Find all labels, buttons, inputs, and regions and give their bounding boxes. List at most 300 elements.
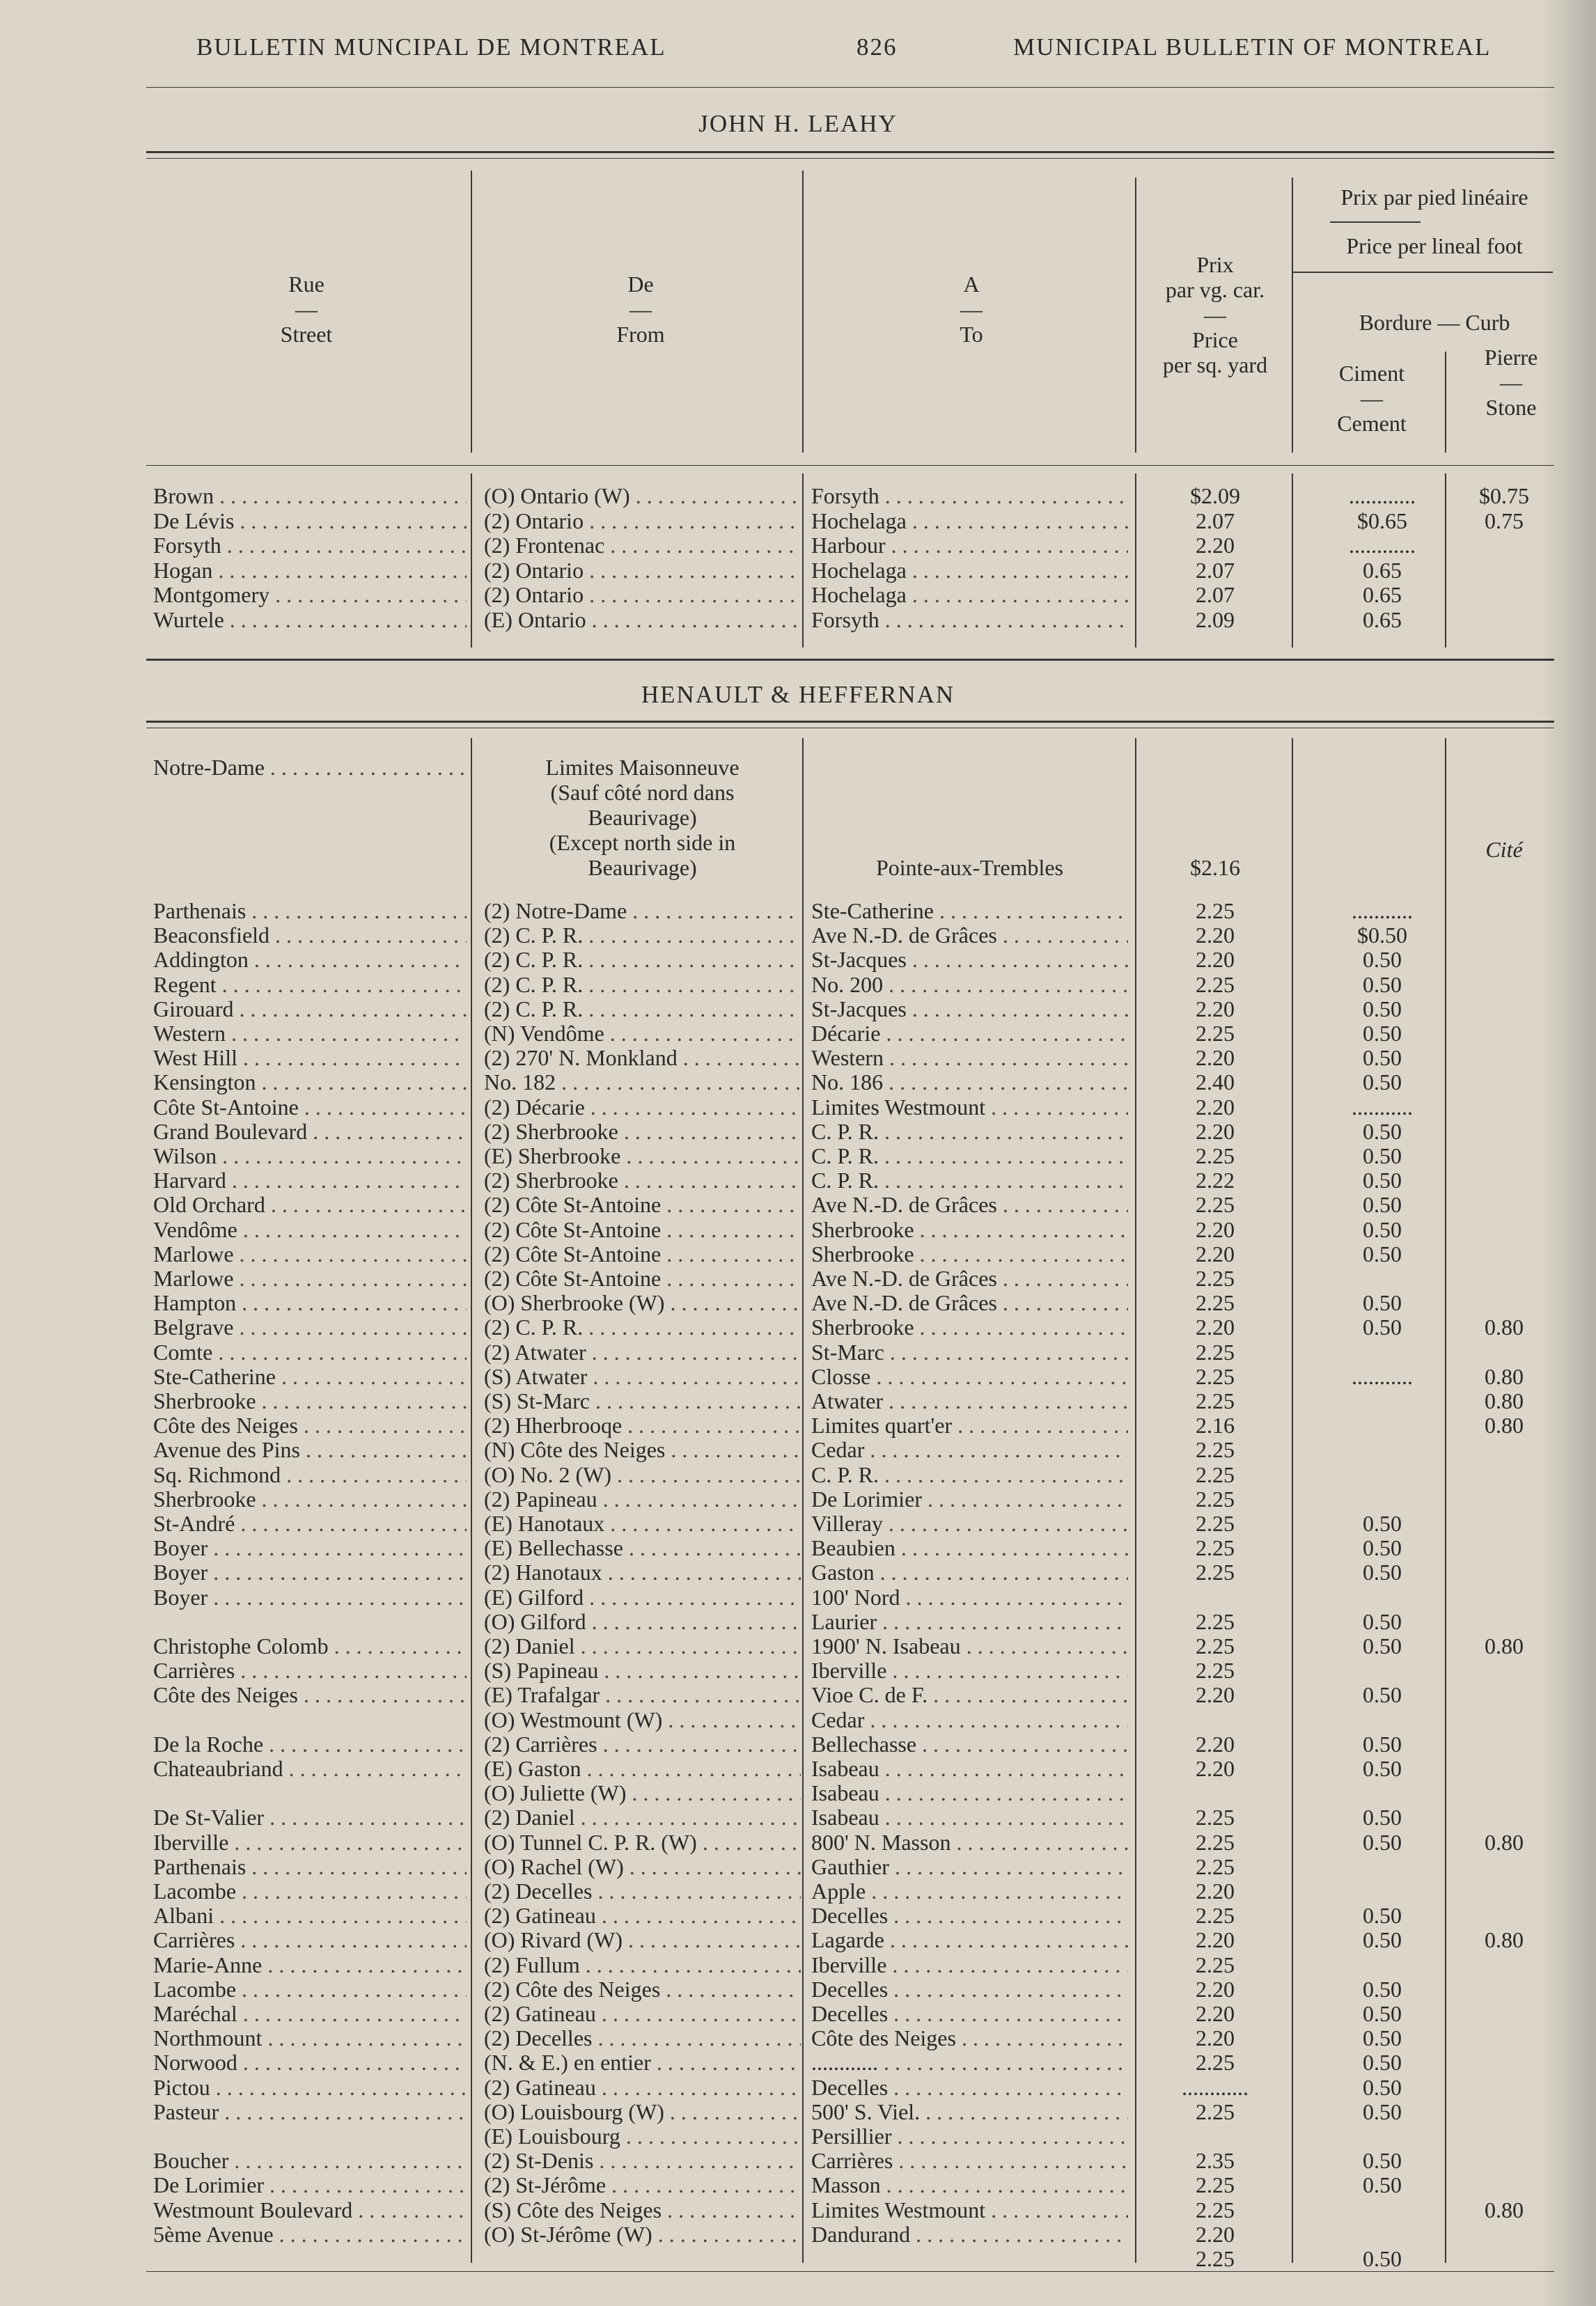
cell-from: (2) Côte St-Antoine . . .: [484, 1192, 801, 1217]
cell-price: 2.25: [1196, 1192, 1235, 1218]
column-header-price: Prix par vg. car. — Price per sq. yard: [1162, 252, 1268, 377]
cell-to: C. P. R. . . .: [811, 1143, 1128, 1168]
cell-to: No. 200 . . .: [811, 972, 1128, 997]
cell-cement: 0.50: [1363, 1021, 1402, 1046]
cell-from: (O) St-Jérôme (W) . . .: [484, 2222, 801, 2247]
cell-to: Bellechasse . . .: [811, 1732, 1128, 1757]
cell-to: St-Jacques . . .: [811, 947, 1128, 972]
table-row: [153, 2222, 1546, 2247]
cell-price: 2.20: [1196, 1878, 1235, 1904]
cell-price: 2.25: [1196, 1461, 1235, 1487]
cell-from: (N) Vendôme . . .: [484, 1021, 801, 1046]
cell-price: 2.25: [1196, 1633, 1235, 1658]
cell-price: 2.20: [1196, 1731, 1235, 1757]
cell-cement: 0.50: [1363, 1927, 1402, 1953]
cell-street: Albani . . .: [153, 1903, 467, 1928]
cell-street: Regent . . .: [153, 972, 467, 997]
cell-street: Parthenais . . .: [153, 898, 467, 923]
cell-to: Isabeau . . .: [811, 1780, 1128, 1805]
cell-price: 2.25: [1196, 1853, 1235, 1879]
table-row: [153, 582, 1546, 607]
cell-cement: 0.50: [1363, 1560, 1402, 1585]
cell-to: Decelles . . .: [811, 2075, 1128, 2100]
cell-from: (2) Daniel . . .: [484, 1633, 801, 1658]
table-row: [153, 1462, 1546, 1487]
table-row: [153, 1217, 1546, 1242]
cell-price: 2.35: [1196, 2148, 1235, 2174]
cell-cement: 0.50: [1363, 996, 1402, 1021]
table-row: [153, 1927, 1546, 1952]
cell-street: Hogan . . .: [153, 558, 467, 583]
cell-from: (2) Notre-Dame . . .: [484, 898, 801, 923]
column-header-lineal-en: Price per lineal foot: [1346, 233, 1523, 258]
cell-street: Pictou . . .: [153, 2075, 467, 2100]
column-divider: [1135, 178, 1136, 453]
cell-cement: 0.50: [1363, 971, 1402, 997]
cell-street: Montgomery . . .: [153, 582, 467, 607]
cell-price: 2.25: [1196, 1535, 1235, 1561]
cell-from: (2) Decelles . . .: [484, 2025, 801, 2050]
cell-to: Closse . . .: [811, 1364, 1128, 1389]
table-row: [153, 1119, 1546, 1144]
cell-price: 2.20: [1196, 996, 1235, 1021]
cell-cement: 0.50: [1363, 2025, 1402, 2051]
cell-cement: 0.50: [1363, 1192, 1402, 1218]
cell-from: (2) C. P. R. . . .: [484, 996, 801, 1021]
cell-cement: 0.50: [1363, 2099, 1402, 2124]
cell-price: 2.25: [1196, 898, 1235, 923]
cell-cement: 0.50: [1363, 1069, 1402, 1095]
cell-from-line: (Except north side in: [549, 830, 736, 855]
cell-to: C. P. R. . . .: [811, 1168, 1128, 1193]
cell-street: Kensington . . .: [153, 1069, 467, 1095]
table-row: [153, 1487, 1546, 1512]
section-rule: [146, 659, 1554, 661]
cell-to: Hochelaga . . .: [811, 558, 1128, 583]
cell-to: Laurier . . .: [811, 1609, 1128, 1634]
column-divider: [1445, 352, 1446, 453]
table-row: [153, 1878, 1546, 1904]
cell-stone: 0.80: [1485, 1633, 1524, 1658]
cell-from: (2) C. P. R. . . .: [484, 947, 801, 972]
cell-price: $2.09: [1190, 483, 1240, 508]
cell-street: Forsyth . . .: [153, 533, 467, 558]
column-divider: [802, 171, 804, 453]
cell-price: 2.25: [1196, 1486, 1235, 1512]
table-row: [153, 1266, 1546, 1291]
table-row: [153, 1192, 1546, 1217]
cell-price: 2.25: [1196, 1608, 1235, 1634]
page-number: 826: [856, 33, 898, 61]
cell-from: (E) Bellechasse . . .: [484, 1535, 801, 1560]
cell-street: Carrières . . .: [153, 1927, 467, 1952]
cell-price: 2.25: [1196, 2246, 1235, 2271]
cell-price: 2.16: [1196, 1413, 1235, 1438]
cell-street: Marlowe . . .: [153, 1266, 467, 1291]
cell-to: Western . . .: [811, 1045, 1128, 1070]
cell-stone: Cité: [1485, 837, 1523, 862]
cell-price: 2.20: [1196, 1756, 1235, 1781]
cell-from-line: Beaurivage): [588, 805, 697, 830]
cell-street: Westmount Boulevard . . .: [153, 2197, 467, 2222]
cell-cement: 0.50: [1363, 1216, 1402, 1242]
cell-to: Pointe-aux-Trembles: [875, 855, 1063, 880]
cell-price: 2.25: [1196, 1388, 1235, 1413]
cell-cement: 0.50: [1363, 1290, 1402, 1316]
cell-cement: 0.50: [1363, 1682, 1402, 1708]
cell-cement: 0.50: [1363, 1535, 1402, 1561]
cell-price: 2.25: [1196, 1266, 1235, 1291]
cell-price: 2.20: [1196, 947, 1235, 973]
cell-price: 2.07: [1196, 557, 1235, 583]
cell-price: 2.25: [1196, 2172, 1235, 2198]
table-row: [153, 1364, 1546, 1389]
cell-to: Atwater . . .: [811, 1388, 1128, 1413]
cell-to: St-Jacques . . .: [811, 996, 1128, 1021]
column-header-cement: Ciment — Cement: [1337, 361, 1407, 436]
cell-street: Boucher . . .: [153, 2148, 467, 2173]
cell-from: (O) No. 2 (W) . . .: [484, 1462, 801, 1487]
cell-price: 2.25: [1196, 1903, 1235, 1929]
cell-price: 2.25: [1196, 1952, 1235, 1977]
cell-street: Christophe Colomb . . .: [153, 1633, 467, 1658]
column-divider: [1292, 178, 1293, 453]
cell-cement: 0.50: [1363, 2172, 1402, 2198]
table-row: [153, 1952, 1546, 1977]
cell-to: Hochelaga . . .: [811, 508, 1128, 533]
cell-from: (S) Atwater . . .: [484, 1364, 801, 1389]
table-row: [153, 898, 1546, 923]
cell-from: (2) Côte St-Antoine . . .: [484, 1217, 801, 1242]
cell-from: No. 182 . . .: [484, 1069, 801, 1095]
cell-street: Harvard . . .: [153, 1168, 467, 1193]
cell-street: Old Orchard . . .: [153, 1192, 467, 1217]
cell-to: St-Marc . . .: [811, 1340, 1128, 1365]
cell-from: (2) Côte St-Antoine . . .: [484, 1241, 801, 1266]
footer-rule: [146, 2271, 1554, 2272]
cell-from: (O) Louisbourg (W) . . .: [484, 2099, 801, 2124]
cell-street: Côte des Neiges . . .: [153, 1682, 467, 1707]
table-row: [153, 1045, 1546, 1070]
cell-stone: 0.80: [1485, 2197, 1524, 2222]
section-title: JOHN H. LEAHY: [698, 110, 898, 137]
cell-cement: 0.50: [1363, 2050, 1402, 2076]
cell-to: ............ . . .: [811, 2050, 1128, 2075]
header-right: MUNICIPAL BULLETIN OF MONTREAL: [1013, 33, 1492, 61]
cell-to: Ave N.-D. de Grâces . . .: [811, 923, 1128, 948]
column-header-curb: Bordure — Curb: [1359, 310, 1510, 335]
cell-street: Boyer . . .: [153, 1535, 467, 1560]
cell-from: (E) Louisbourg . . .: [484, 2124, 801, 2149]
table-row: [153, 1633, 1546, 1658]
cell-street: Ste-Catherine . . .: [153, 1364, 467, 1389]
cell-to: Vioe C. de F. . . .: [811, 1682, 1128, 1707]
cell-price: 2.20: [1196, 1216, 1235, 1242]
cell-street: Vendôme . . .: [153, 1217, 467, 1242]
cell-from: (2) Gatineau . . .: [484, 1903, 801, 1928]
cell-street: Côte St-Antoine . . .: [153, 1095, 467, 1120]
table-row: [153, 996, 1546, 1021]
cell-street: Sherbrooke . . .: [153, 1388, 467, 1413]
cell-from: (2) Décarie . . .: [484, 1095, 801, 1120]
cell-price: 2.40: [1196, 1069, 1235, 1095]
cell-from: (2) St-Denis . . .: [484, 2148, 801, 2173]
cell-from: (E) Ontario . . .: [484, 607, 801, 632]
cell-to: Cedar . . .: [811, 1707, 1128, 1732]
cell-stone: 0.80: [1485, 1315, 1524, 1340]
cell-to: Dandurand . . .: [811, 2222, 1128, 2247]
cell-price: ............: [1182, 2074, 1249, 2100]
section-rule: [146, 721, 1554, 723]
cell-to: Isabeau . . .: [811, 1756, 1128, 1781]
table-row: [153, 1780, 1546, 1805]
cell-cement: 0.50: [1363, 1315, 1402, 1340]
cell-price: 2.20: [1196, 2001, 1235, 2026]
cell-from: (O) Gilford . . .: [484, 1609, 801, 1634]
cell-street: Comte . . .: [153, 1340, 467, 1365]
cell-from: (O) Juliette (W) . . .: [484, 1780, 801, 1805]
table-row: [153, 558, 1546, 583]
cell-street: Chateaubriand . . .: [153, 1756, 467, 1781]
cell-to: Beaubien . . .: [811, 1535, 1128, 1560]
cell-cement: 0.50: [1363, 1829, 1402, 1855]
table-row: [153, 1437, 1546, 1462]
cell-stone: $0.75: [1479, 483, 1529, 508]
cell-to: Iberville . . .: [811, 1952, 1128, 1977]
cell-stone: 0.80: [1485, 1388, 1524, 1413]
cell-street: Addington . . .: [153, 947, 467, 972]
cell-street: De St-Valier . . .: [153, 1805, 467, 1830]
cell-to: Iberville . . .: [811, 1658, 1128, 1683]
cell-price: 2.25: [1196, 2197, 1235, 2222]
header-rule: [1292, 272, 1553, 273]
cell-price: 2.20: [1196, 1045, 1235, 1071]
cell-to: Limites quart'er . . .: [811, 1413, 1128, 1438]
cell-cement: 0.50: [1363, 1045, 1402, 1071]
table-row: [153, 1290, 1546, 1315]
cell-street: Lacombe . . .: [153, 1878, 467, 1904]
table-row: [153, 1805, 1546, 1830]
cell-to: Decelles . . .: [811, 2001, 1128, 2026]
table-row: [153, 1315, 1546, 1340]
cell-to: Gauthier . . .: [811, 1854, 1128, 1879]
cell-street: De la Roche . . .: [153, 1732, 467, 1757]
cell-price: 2.25: [1196, 1021, 1235, 1046]
cell-street: Marie-Anne . . .: [153, 1952, 467, 1977]
cell-stone: 0.75: [1485, 508, 1524, 533]
cell-to: Cedar . . .: [811, 1437, 1128, 1462]
cell-cement: 0.50: [1363, 947, 1402, 973]
cell-price: 2.20: [1196, 1682, 1235, 1708]
cell-to: Limites Westmount . . .: [811, 1095, 1128, 1120]
cell-to: De Lorimier . . .: [811, 1487, 1128, 1512]
cell-price: 2.20: [1196, 1976, 1235, 2002]
cell-from: (E) Gilford . . .: [484, 1585, 801, 1610]
column-header-lineal-fr: Prix par pied linéaire: [1340, 185, 1528, 210]
cell-to: Decelles . . .: [811, 1903, 1128, 1928]
table-row: [153, 2075, 1546, 2100]
table-row: [153, 1560, 1546, 1585]
cell-street: Côte des Neiges . . .: [153, 1413, 467, 1438]
cell-from: (2) C. P. R. . . .: [484, 923, 801, 948]
cell-street: Wurtele . . .: [153, 607, 467, 632]
cell-street: Wilson . . .: [153, 1143, 467, 1168]
cell-to: Hochelaga . . .: [811, 582, 1128, 607]
cell-price: 2.25: [1196, 1805, 1235, 1830]
cell-from-line: Limites Maisonneuve: [545, 755, 740, 780]
cell-cement: ...........: [1352, 1363, 1413, 1389]
table-row: [153, 1095, 1546, 1120]
table-row: [153, 1756, 1546, 1781]
cell-price: 2.20: [1196, 533, 1235, 558]
cell-street: Belgrave . . .: [153, 1315, 467, 1340]
page-edge-shadow: [1540, 0, 1596, 2306]
table-row: [153, 1658, 1546, 1683]
cell-cement: 0.50: [1363, 1118, 1402, 1144]
cell-price: 2.07: [1196, 582, 1235, 607]
table-row: [153, 2172, 1546, 2197]
cell-to: 100' Nord . . .: [811, 1585, 1128, 1610]
cell-to: 1900' N. Isabeau . . .: [811, 1633, 1128, 1658]
cell-to: Carrières . . .: [811, 2148, 1128, 2173]
cell-street: Pasteur . . .: [153, 2099, 467, 2124]
cell-from-line: Beaurivage): [588, 855, 697, 880]
table-row: [153, 607, 1546, 632]
table-row: [153, 972, 1546, 997]
table-row: [153, 947, 1546, 972]
cell-from: (2) St-Jérôme . . .: [484, 2172, 801, 2197]
cell-cement: 0.50: [1363, 1241, 1402, 1266]
cell-street: Western . . .: [153, 1021, 467, 1046]
cell-to: Sherbrooke . . .: [811, 1241, 1128, 1266]
cell-street: Boyer . . .: [153, 1560, 467, 1585]
cell-cement: 0.50: [1363, 2074, 1402, 2100]
table-row: [153, 1609, 1546, 1634]
table-row: [153, 2025, 1546, 2050]
cell-from: (2) Decelles . . .: [484, 1878, 801, 1904]
table-row: [153, 1340, 1546, 1365]
cell-stone: 0.80: [1485, 1829, 1524, 1855]
table-row: [153, 508, 1546, 533]
cell-to: Lagarde . . .: [811, 1927, 1128, 1952]
cell-to: Forsyth . . .: [811, 607, 1128, 632]
cell-price: 2.25: [1196, 1143, 1235, 1168]
cell-from: (2) Sherbrooke . . .: [484, 1168, 801, 1193]
cell-price: 2.20: [1196, 2025, 1235, 2051]
cell-cement: 0.50: [1363, 2001, 1402, 2026]
table-row: [153, 1143, 1546, 1168]
section-rule: [146, 158, 1554, 159]
cell-from: (E) Hanotaux . . .: [484, 1511, 801, 1536]
cell-price: 2.25: [1196, 2050, 1235, 2076]
table-row: [153, 1830, 1546, 1855]
cell-from: (O) Rivard (W) . . .: [484, 1927, 801, 1952]
cell-from: (O) Ontario (W) . . .: [484, 483, 801, 508]
cell-price: 2.20: [1196, 1241, 1235, 1266]
table-row: [153, 1168, 1546, 1193]
cell-from: (2) Ontario . . .: [484, 508, 801, 533]
cell-street: Sq. Richmond . . .: [153, 1462, 467, 1487]
cell-street: Girouard . . .: [153, 996, 467, 1021]
cell-price: $2.16: [1190, 855, 1240, 880]
cell-from: (2) Daniel . . .: [484, 1805, 801, 1830]
cell-price: 2.20: [1196, 1315, 1235, 1340]
cell-to: 800' N. Masson . . .: [811, 1830, 1128, 1855]
cell-price: 2.25: [1196, 1829, 1235, 1855]
cell-stone: 0.80: [1485, 1927, 1524, 1953]
cell-street: Notre-Dame . . .: [153, 755, 467, 780]
table-row: [153, 1069, 1546, 1095]
cell-to: Sherbrooke . . .: [811, 1217, 1128, 1242]
cell-from: (2) 270' N. Monkland . . .: [484, 1045, 801, 1070]
cell-cement: $0.50: [1357, 923, 1407, 948]
cell-street: Marlowe . . .: [153, 1241, 467, 1266]
cell-street: Maréchal . . .: [153, 2001, 467, 2026]
table-row: [153, 1021, 1546, 1046]
table-row: [153, 2124, 1546, 2149]
table-row: [153, 1903, 1546, 1928]
cell-cement: 0.50: [1363, 1511, 1402, 1536]
cell-to: Gaston . . .: [811, 1560, 1128, 1585]
cell-price: 2.25: [1196, 971, 1235, 997]
cell-street: Iberville . . .: [153, 1830, 467, 1855]
table-row: [153, 1585, 1546, 1610]
cell-from: (2) Frontenac . . .: [484, 533, 801, 558]
cell-from: (E) Trafalgar . . .: [484, 1682, 801, 1707]
cell-street: Grand Boulevard . . .: [153, 1119, 467, 1144]
column-header-stone: Pierre — Stone: [1484, 345, 1538, 420]
cell-street: West Hill . . .: [153, 1045, 467, 1070]
cell-from: (E) Sherbrooke . . .: [484, 1143, 801, 1168]
table-row: [153, 2099, 1546, 2124]
cell-street: Avenue des Pins . . .: [153, 1437, 467, 1462]
cell-price: 2.25: [1196, 1560, 1235, 1585]
cell-cement: ............: [1349, 483, 1416, 508]
cell-from: (S) Papineau . . .: [484, 1658, 801, 1683]
cell-price: 2.07: [1196, 508, 1235, 533]
cell-to: Decelles . . .: [811, 1977, 1128, 2002]
column-divider: [471, 171, 472, 453]
cell-to: Apple . . .: [811, 1878, 1128, 1904]
cell-from: (2) Atwater . . .: [484, 1340, 801, 1365]
cell-to: Décarie . . .: [811, 1021, 1128, 1046]
cell-from: (2) Hherbrooqe . . .: [484, 1413, 801, 1438]
cell-street: Norwood . . .: [153, 2050, 467, 2075]
cell-street: Boyer . . .: [153, 1585, 467, 1610]
cell-street: Northmount . . .: [153, 2025, 467, 2050]
header-rule: [1330, 221, 1421, 223]
cell-to: Forsyth . . .: [811, 483, 1128, 508]
cell-cement: 0.50: [1363, 1756, 1402, 1781]
cell-cement: 0.65: [1363, 557, 1402, 583]
cell-price: 2.25: [1196, 1339, 1235, 1365]
cell-cement: 0.50: [1363, 1143, 1402, 1168]
table-row: [153, 1854, 1546, 1879]
header-bottom-rule: [146, 465, 1554, 466]
cell-street: De Lorimier . . .: [153, 2172, 467, 2197]
table-row: [153, 2246, 1546, 2271]
cell-to: Masson . . .: [811, 2172, 1128, 2197]
cell-to: Ave N.-D. de Grâces . . .: [811, 1290, 1128, 1315]
cell-to: Côte des Neiges . . .: [811, 2025, 1128, 2050]
cell-from: (O) Westmount (W) . . .: [484, 1707, 801, 1732]
cell-to: Isabeau . . .: [811, 1805, 1128, 1830]
cell-cement: ...........: [1352, 1094, 1413, 1120]
header-left: BULLETIN MUNCIPAL DE MONTREAL: [196, 33, 666, 61]
cell-price: 2.09: [1196, 606, 1235, 632]
cell-street: St-André . . .: [153, 1511, 467, 1536]
table-row: [153, 483, 1546, 508]
